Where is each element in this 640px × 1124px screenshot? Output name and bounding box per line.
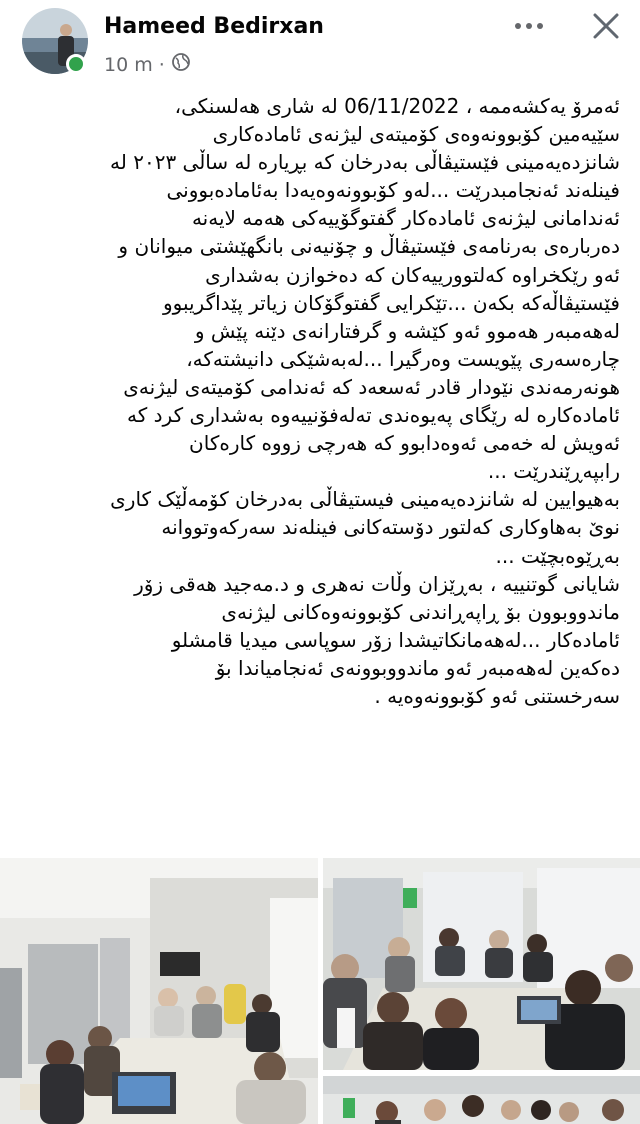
post-text-line: فێستیڤاڵەکە بکەن ...تێکرایی گفتوگۆکان زیاتر پێداگریبوو bbox=[162, 290, 620, 315]
post-text-line: بەڕێوەبچێت ... bbox=[495, 543, 620, 568]
post-text-line: فینلەند ئەنجامبدرێت ...لەو کۆبوونەوەیەدا بەئامادەبوونی bbox=[166, 178, 620, 203]
post-text bbox=[22, 92, 620, 710]
post-text-line: چارەسەری پێویست وەرگیرا ...لەبەشێکی دانیشتەکە، bbox=[186, 346, 620, 371]
post-text-line: ئەویش لە خەمی ئەوەدابوو کە هەرچی زووە کارەکان bbox=[189, 431, 620, 456]
post-text-line: ماندووبوون بۆ ڕاپەڕاندنی کۆبوونەوەکانی لیژنەی bbox=[221, 599, 620, 624]
post-text-line: شایانی گوتنییە ، بەڕێزان وڵات نەهری و د.مەجید هەقی زۆر bbox=[134, 571, 620, 596]
post-text-line: ئەندامانی لیژنەی ئامادەکار گفتوگۆییەکی هەمە لایەنە bbox=[191, 206, 620, 231]
post-text-line: ئامادەکارە لە رێگای پەیوەندی تەلەفۆنییەوە بەشداری کرد کە bbox=[127, 403, 620, 428]
online-status-indicator bbox=[66, 54, 86, 74]
post-header bbox=[0, 0, 640, 86]
author-name[interactable]: Hameed Bedirxan bbox=[104, 14, 324, 39]
meta-separator: · bbox=[158, 53, 165, 76]
post-text-line: نوێ بەهاوکاری کەلتور دۆستەکانی فینلەند سەرکەوتووانە bbox=[161, 515, 620, 540]
post-photo-2[interactable] bbox=[323, 858, 640, 1070]
post-text-line: بەهیوایین لە شانزدەیەمینی فیستیڤاڵی بەدرخان کۆمەڵێک کاری bbox=[110, 487, 620, 512]
post-text-line: ئەو رێکخراوە کەلتوورییەکان کە دەخوازن بەشداری bbox=[205, 262, 620, 287]
post-text-line: دەکەین لەهەمبەر ئەو ماندووبوونەی ئەنجامیاندا بۆ bbox=[215, 655, 620, 680]
post-text-line: ئەمرۆ یەکشەممە ، 06/11/2022 لە شاری هەلسنکی، bbox=[174, 94, 620, 118]
post-text-line: شانزدەیەمینی فێستیڤاڵی بەدرخان کە بڕیارە لە ساڵی ٢٠٢٣ لە bbox=[110, 150, 620, 175]
post-text-line: سێیەمین کۆبوونەوەی کۆمیتەی لیژنەی ئامادەکاری bbox=[212, 122, 620, 147]
post-text-line: هونەرمەندی نێودار قادر ئەسعەد کە ئەندامی کۆمیتەی لیژنەی bbox=[123, 374, 620, 399]
post-text-line: دەربارەی بەرنامەی فێستیڤاڵ و چۆنیەنی بانگهێشتی میوانان و bbox=[118, 234, 620, 259]
post-text-line: لەهەمبەر هەموو ئەو کێشە و گرفتارانەی دێنە پێش و bbox=[194, 318, 620, 343]
globe-icon bbox=[171, 52, 191, 77]
post-meta bbox=[104, 52, 191, 77]
post-photo-3[interactable] bbox=[323, 1076, 640, 1124]
post-text-line: ئامادەکار ...لەهەمانکاتیشدا زۆر سوپاسی میدیا قامشلو bbox=[171, 627, 620, 652]
post-text-line: رابپەڕێندرێت ... bbox=[487, 459, 620, 484]
more-options-icon[interactable] bbox=[512, 14, 546, 38]
post-photo-1[interactable] bbox=[0, 858, 318, 1124]
post-time[interactable]: 10 m bbox=[104, 53, 153, 76]
post-text-line: سەرخستنی ئەو کۆبوونەوەیە . bbox=[374, 683, 620, 708]
close-icon[interactable] bbox=[590, 10, 622, 42]
